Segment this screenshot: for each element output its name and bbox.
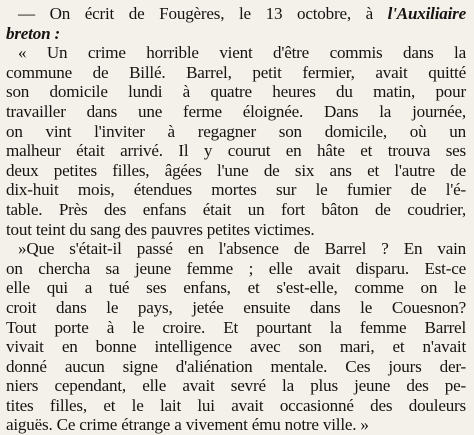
article-line: donné aucun signe d'aliénation mentale. Ces jours der-: [6, 356, 466, 376]
article-line: deux petites filles, âgées l'une de six ans et l'autre de: [6, 160, 466, 180]
article-line: dix-huit mois, étendues mortes sur le fumier de l'é-: [6, 180, 466, 200]
article-line: tites filles, et le lait lui avait occasionné des douleurs: [6, 395, 466, 415]
article-line: malheur était arrivé. Il y courut en hâte et trouva ses: [6, 141, 466, 161]
article-line: »Que s'était-il passé en l'absence de Barrel ? En vain: [18, 239, 466, 259]
source-name-part2: breton :: [6, 23, 60, 43]
article-line: elle qui a tué ses enfans, et s'est-elle, comme on le: [6, 278, 466, 298]
source-name-part1: l'Auxiliaire: [387, 4, 466, 23]
article-line: on chercha sa jeune femme ; elle avait disparu. Est-ce: [6, 258, 466, 278]
article-line: table. Près des enfans était un fort bâton de coudrier,: [6, 199, 466, 219]
article-line: son domicile lundi à quatre heures du matin, pour: [6, 82, 466, 102]
article-line: Tout porte à le croire. Et pourtant la femme Barrel: [6, 317, 466, 337]
article-source-continued: [6, 24, 466, 44]
article-line: « Un crime horrible vient d'être commis dans la: [18, 43, 466, 63]
article-line: croit dans le pays, jetée ensuite dans le Couesnon?: [6, 297, 466, 317]
article-line: niers cependant, elle avait sevré la plus jeune des pe-: [6, 376, 466, 396]
article-line: on vint l'inviter à regagner son domicile, où un: [6, 121, 466, 141]
article-line: aiguës. Ce crime étrange a vivement ému notre ville. »: [6, 415, 369, 435]
article-line: travailler dans une ferme éloignée. Dans la journée,: [6, 101, 466, 121]
article-dateline: [6, 4, 466, 24]
dateline-lead: — On écrit de Fougères, le 13 octobre, à: [18, 4, 388, 23]
article-line: commune de Billé. Barrel, petit fermier, avait quitté: [6, 62, 466, 82]
article-line: vivait en bonne intelligence avec son mari, et n'avait: [6, 337, 466, 357]
article-line: tout teint du sang des pauvres petites victimes.: [6, 219, 315, 239]
